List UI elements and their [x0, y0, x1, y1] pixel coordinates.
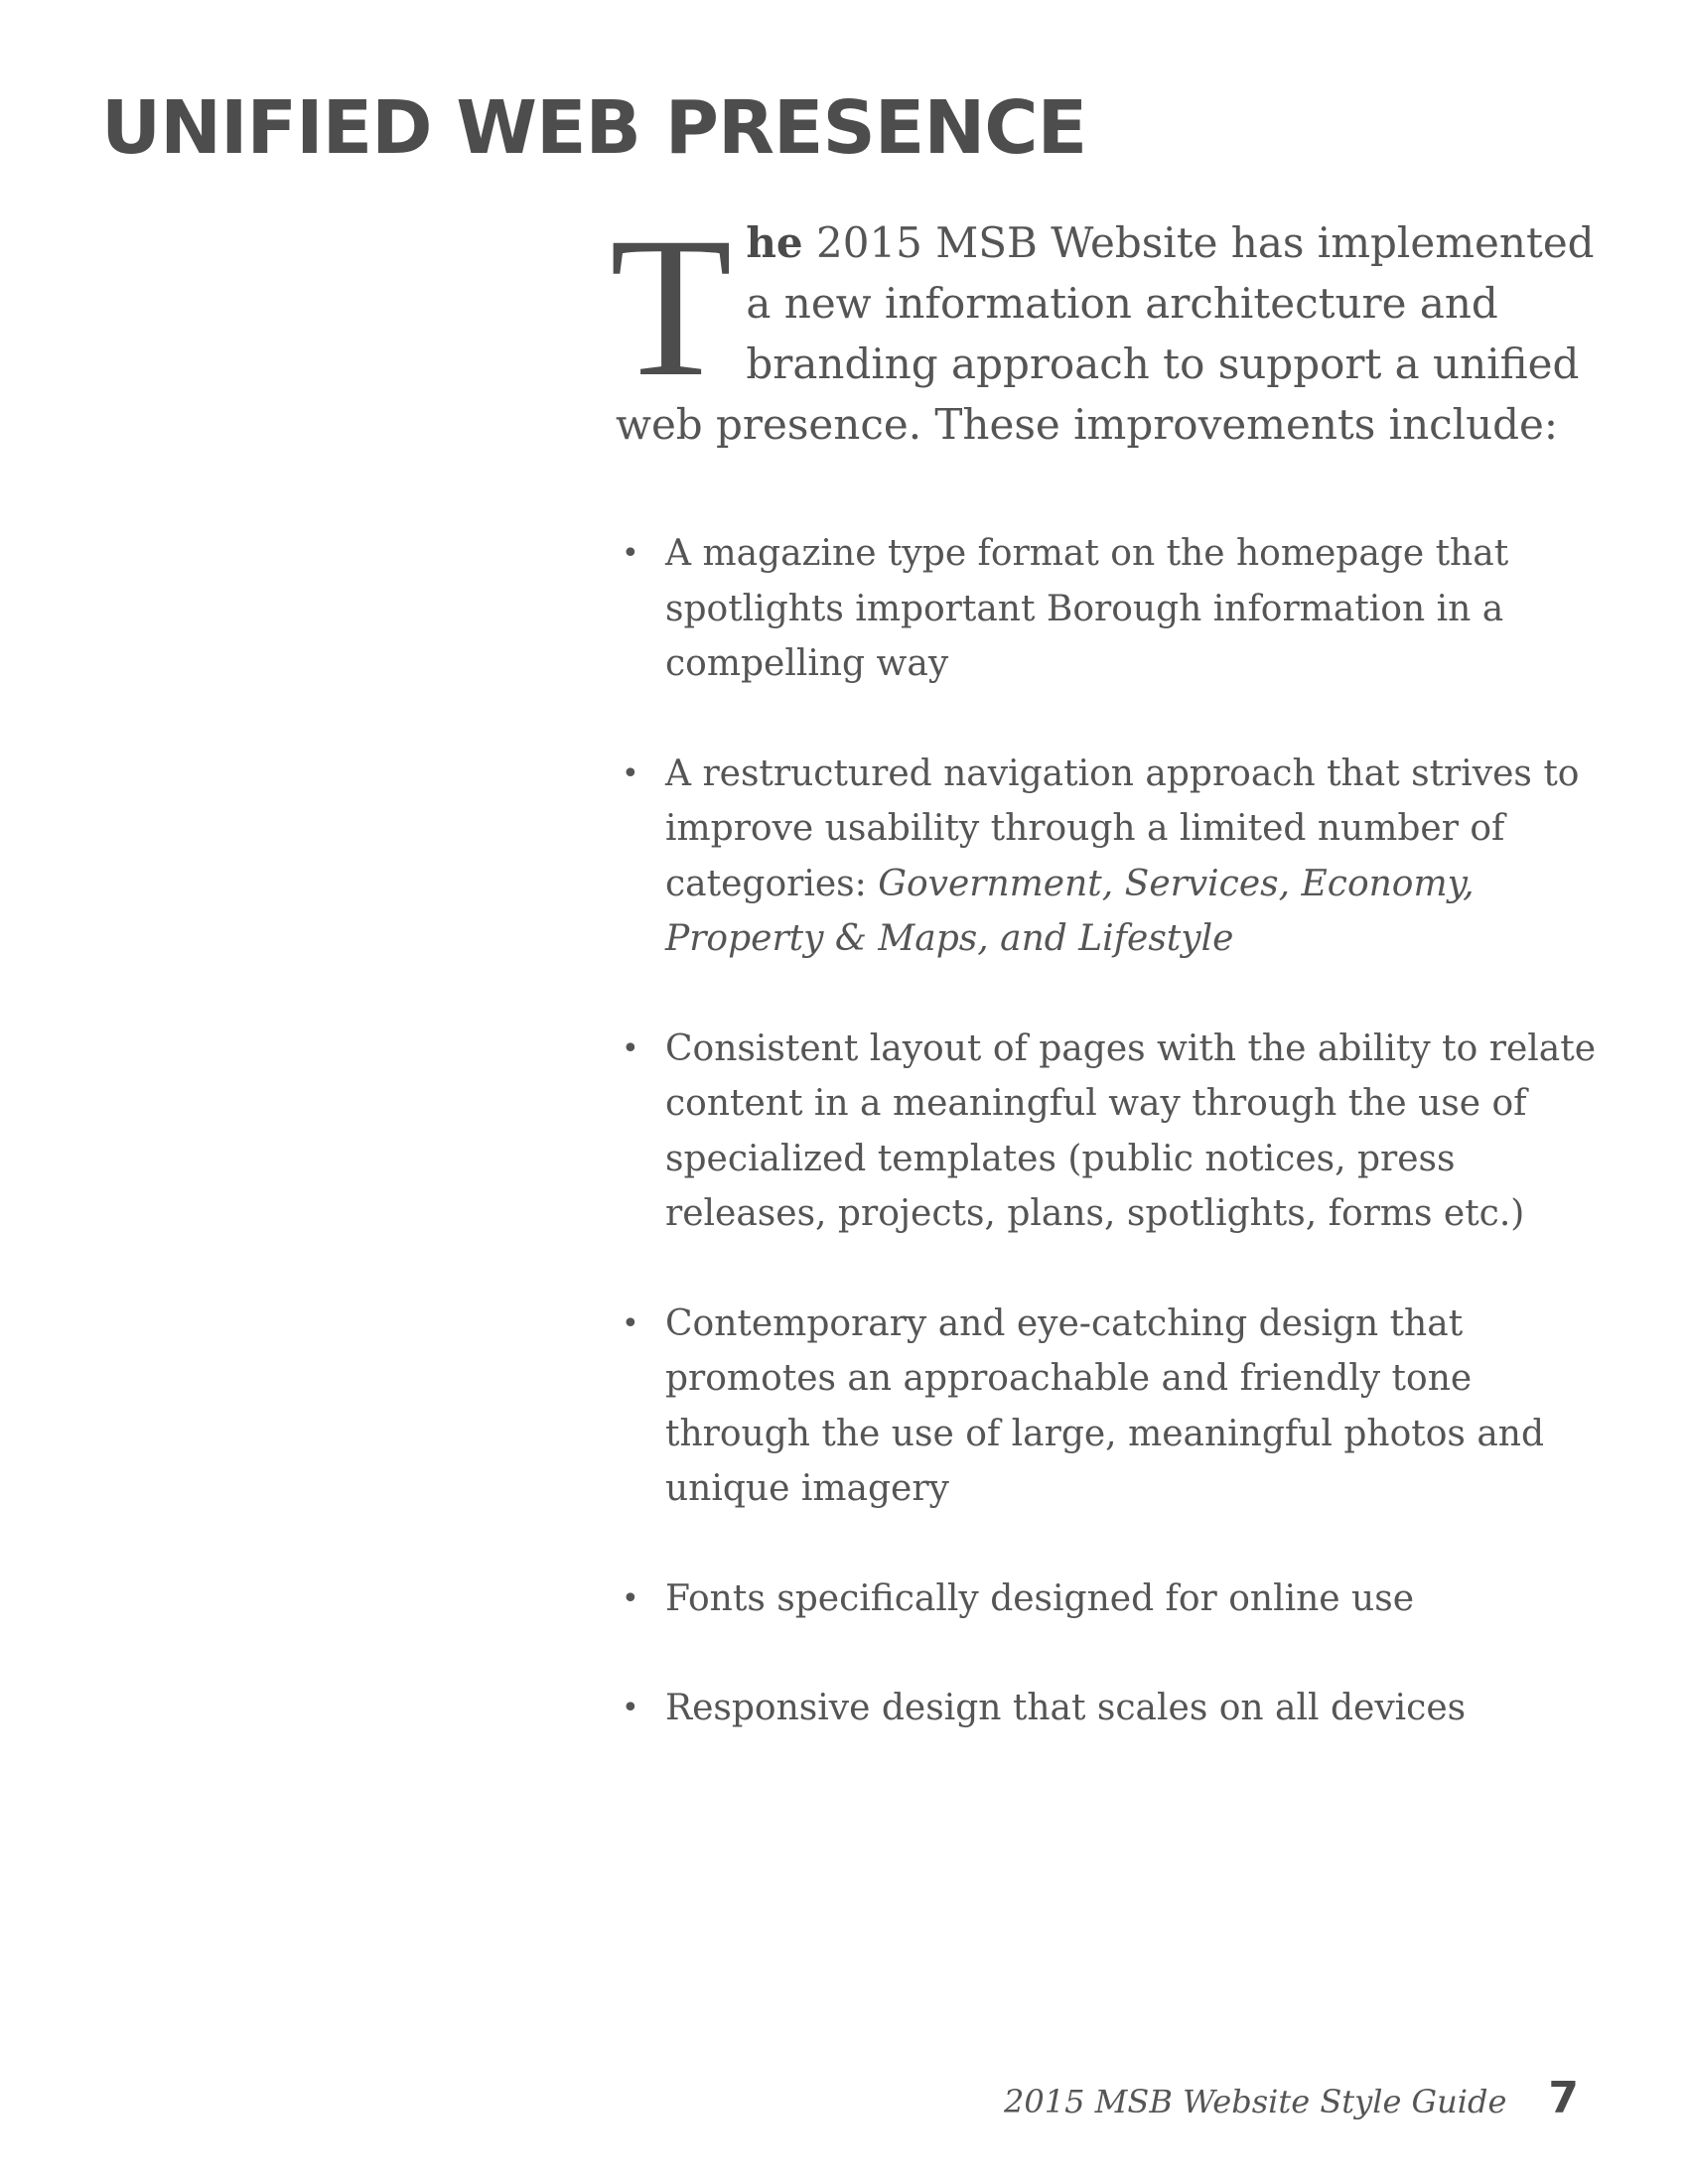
- list-item: [616, 1681, 1609, 1736]
- bullet-icon: •: [622, 1305, 639, 1341]
- list-item-text: Fonts specifically designed for online use: [665, 1577, 1414, 1619]
- list-item-text: Consistent layout of pages with the ability to relate content in a meaningful way through the use of specialized templates (public notices, press releases, projects, plans, spotlights, forms etc.): [665, 1027, 1597, 1234]
- list-item: [616, 1297, 1609, 1517]
- intro-lead: he: [746, 218, 803, 267]
- bullet-icon: •: [622, 536, 639, 571]
- list-item: [616, 526, 1609, 692]
- intro-text: 2015 MSB Website has implemented a new information architecture and branding approach to support a unified web presence. These improvements include:: [616, 218, 1595, 449]
- bullet-icon: •: [622, 1030, 639, 1066]
- navigation-categories: Government, Services, Economy, Property & Maps, and Lifestyle: [665, 863, 1475, 959]
- list-item-text: A restructured navigation approach that strives to improve usability through a limited number of categories:: [665, 752, 1580, 904]
- improvements-list: [616, 526, 1609, 1736]
- content-column: [610, 196, 1609, 1791]
- list-item: [616, 747, 1609, 967]
- bullet-icon: •: [622, 1580, 639, 1616]
- list-item-text: A magazine type format on the homepage that spotlights important Borough information in a compelling way: [665, 533, 1509, 684]
- page-title: UNIFIED WEB PRESENCE: [101, 85, 1087, 171]
- bullet-icon: •: [622, 1691, 639, 1725]
- list-item-text: Contemporary and eye-catching design that promotes an approachable and friendly tone through the use of large, meaningful photos and unique imagery: [665, 1302, 1545, 1509]
- list-item: [616, 1571, 1609, 1627]
- page-footer: [1004, 2073, 1579, 2123]
- list-item: [616, 1022, 1609, 1242]
- page-number: 7: [1548, 2073, 1579, 2123]
- intro-paragraph: [610, 196, 1609, 455]
- footer-doc-title: 2015 MSB Website Style Guide: [1004, 2083, 1507, 2120]
- drop-cap: T: [610, 196, 733, 418]
- list-item-text: Responsive design that scales on all devices: [665, 1688, 1467, 1728]
- bullet-icon: •: [622, 755, 639, 791]
